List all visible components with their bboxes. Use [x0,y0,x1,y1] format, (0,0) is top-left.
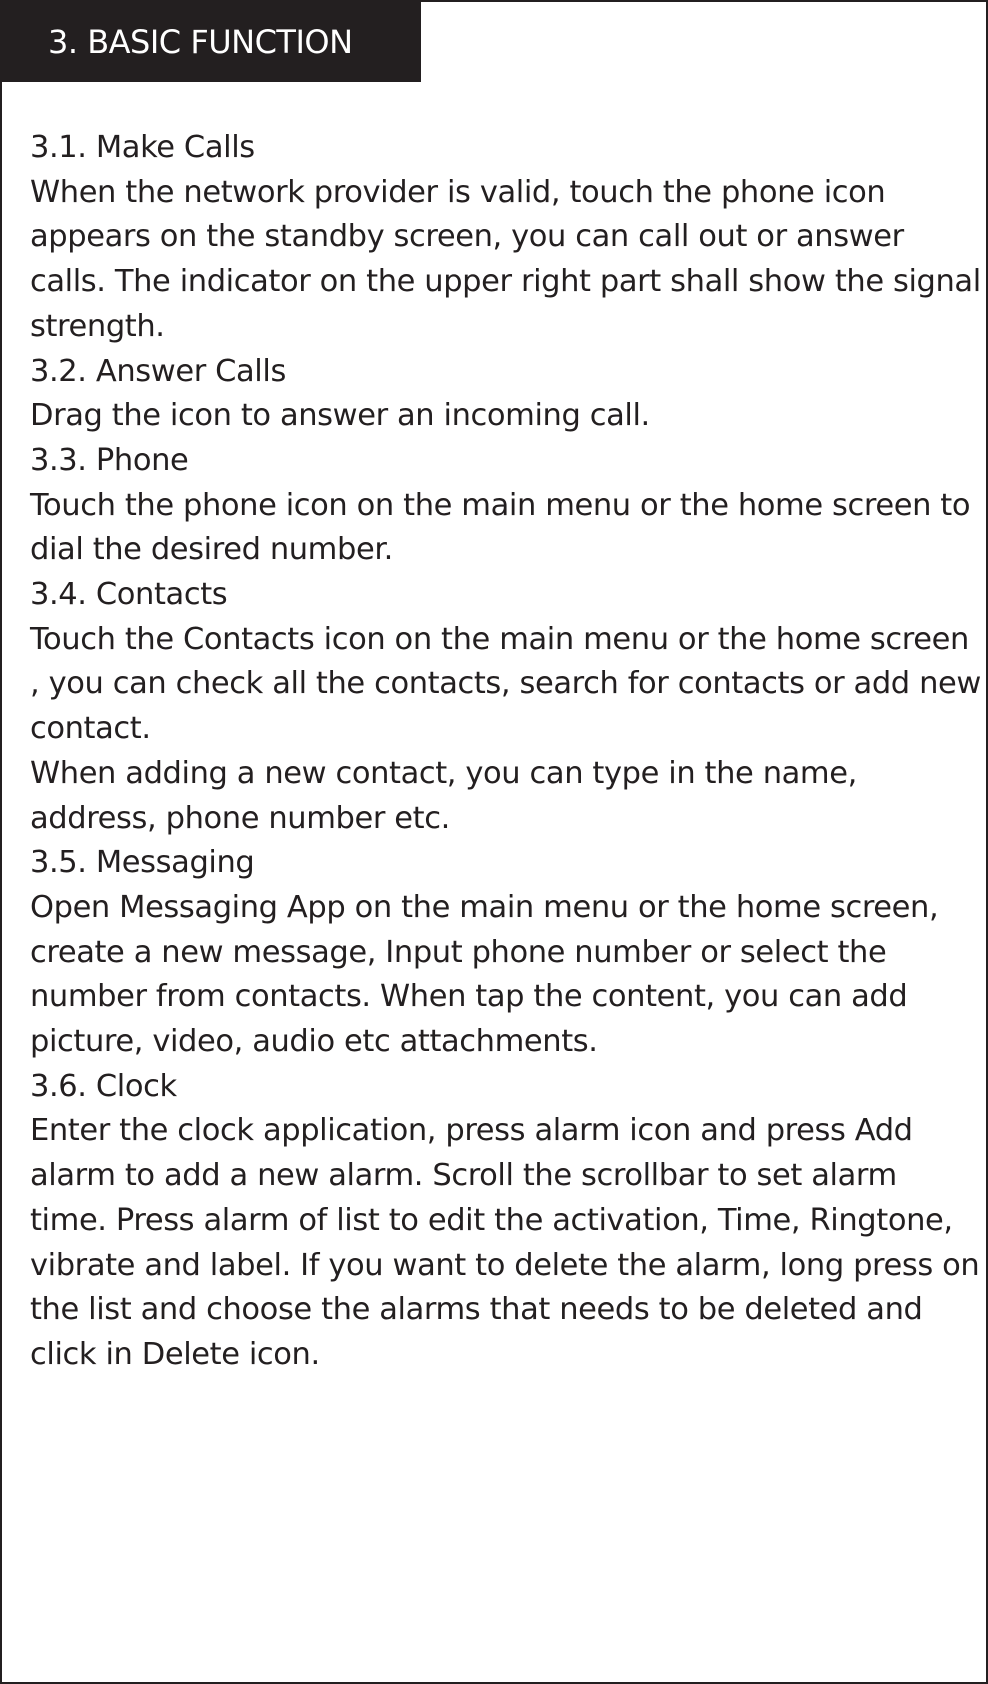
section-heading: 3.6. Clock [30,1068,177,1104]
section-title: 3. BASIC FUNCTION [2,2,421,82]
section-heading: 3.5. Messaging [30,845,255,881]
section-paragraph: When adding a new contact, you can type in the name, address, phone number etc. [30,755,857,836]
section-paragraph: Touch the Contacts icon on the main menu or the home screen , you can check all the contacts, search for contacts or add new contact. [30,621,981,747]
section-heading: 3.1. Make Calls [30,130,255,165]
section-paragraph: Touch the phone icon on the main menu or the home screen to dial the desired number. [30,487,971,568]
section-heading: 3.2. Answer Calls [30,353,286,389]
section-heading: 3.3. Phone [30,442,189,478]
section-paragraph: Enter the clock application, press alarm icon and press Add alarm to add a new alarm. Scroll the scrollbar to set alarm time. Press alarm of list to edit the activation, Time, Ringtone, vibrate and label. If you want to delete the alarm, long press on the list and choose the alarms that needs to be deleted and click in Delete icon. [30,1113,980,1372]
section-paragraph: Drag the icon to answer an incoming call. [30,398,650,434]
page-content [30,126,982,1378]
section-paragraph: Open Messaging App on the main menu or the home screen, create a new message, Input phone number or select the number from contacts. When tap the content, you can add picture, video, audio etc attachments. [30,889,939,1060]
section-heading: 3.4. Contacts [30,577,228,613]
section-paragraph: When the network provider is valid, touch the phone icon appears on the standby screen, you can call out or answer calls. The indicator on the upper right part shall show the signal strength. [30,174,981,344]
